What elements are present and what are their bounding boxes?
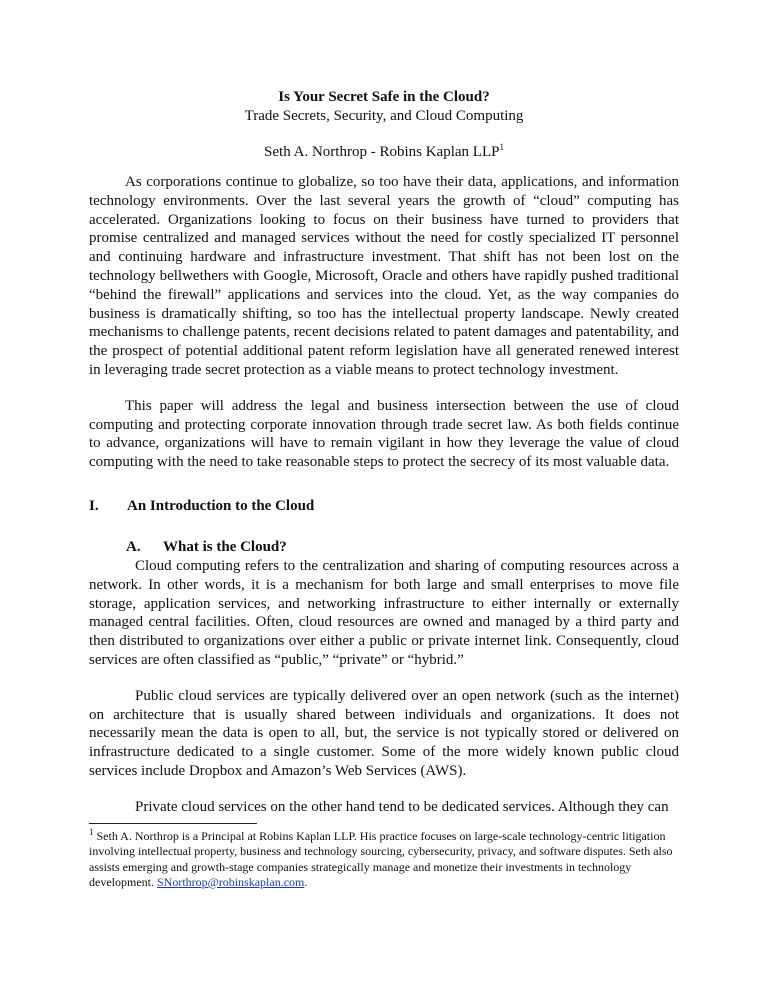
private-cloud-paragraph: Private cloud services on the other hand tend to be dedicated services. Although they can [135,798,669,815]
purpose-paragraph: This paper will address the legal and business intersection between the use of cloud computing and protecting corporate innovation through trade secret law. As both fields continue to advance, organizations will have to remain vigilant in how they leverage the value of cloud computing with the need to take reasonable steps to protect the secrecy of its most valuable data. [89,397,679,471]
author-name: Seth A. Northrop - Robins Kaplan LLP [264,144,500,160]
footnote-email-link[interactable]: SNorthrop@robinskaplan.com [156,874,305,889]
footnote-end: . [304,874,308,889]
section-number: I. [89,497,99,514]
document-title: Is Your Secret Safe in the Cloud? [278,89,490,105]
footnote-text: Seth A. Northrop is a Principal at Robins Kaplan LLP. His practice focuses on large-scale technology-centric litigation involving intellectual property, business and technology sourcing, cybersecurity, privacy, and software disputes. Seth also assists emerging and growth-stage companies strategically manage and monetize their investments in technology development. [89,829,673,889]
author-footnote-mark[interactable]: 1 [499,142,504,152]
document-author [89,143,679,162]
section-title: An Introduction to the Cloud [127,497,315,514]
footnote [89,829,679,890]
what-is-cloud-paragraph: Cloud computing refers to the centralization and sharing of computing resources across a network. In other words, it is a mechanism for both large and small enterprises to move file storage, application services, and networking infrastructure to either internally or externally managed central facilities. Often, cloud resources are owned and managed by a third party and then distributed to organizations over either a public or private internet link. Consequently, cloud services are often classified as “public,” “private” or “hybrid.” [89,557,679,668]
footnote-mark: 1 [89,827,94,837]
document-page [89,88,679,817]
footnote-divider [89,823,257,824]
section-heading [89,497,679,516]
public-cloud-paragraph: Public cloud services are typically delivered over an open network (such as the internet) on architecture that is usually shared between individuals and organizations. It does not necessarily mean the data is open to all, but, the service is not typically stored or delivered on infrastructure dedicated to a single customer. Some of the more widely known public cloud services include Dropbox and Amazon’s Web Services (AWS). [89,687,679,779]
subsection-title: What is the Cloud? [163,538,287,555]
subsection-heading [126,538,679,557]
document-subtitle: Trade Secrets, Security, and Cloud Computing [244,108,524,124]
subsection-number: A. [126,538,141,555]
intro-paragraph: As corporations continue to globalize, so too have their data, applications, and information technology environments. Over the last several years the growth of “cloud” computing has accelerated. Organizations looking to focus on their business have turned to providers that promise centralized and managed services without the need for costly specialized IT personnel and continuing hardware and infrastructure investment. That shift has not been lost on the technology bellwethers with Google, Microsoft, Oracle and others have rapidly pushed traditional “behind the firewall” applications and services into the cloud. Yet, as the way companies do business is dramatically shifting, so too has the intellectual property landscape. Newly created mechanisms to challenge patents, recent decisions related to patent damages and patentability, and the prospect of potential additional patent reform legislation have all generated renewed interest in leveraging trade secret protection as a viable means to protect technology investment. [89,174,679,378]
